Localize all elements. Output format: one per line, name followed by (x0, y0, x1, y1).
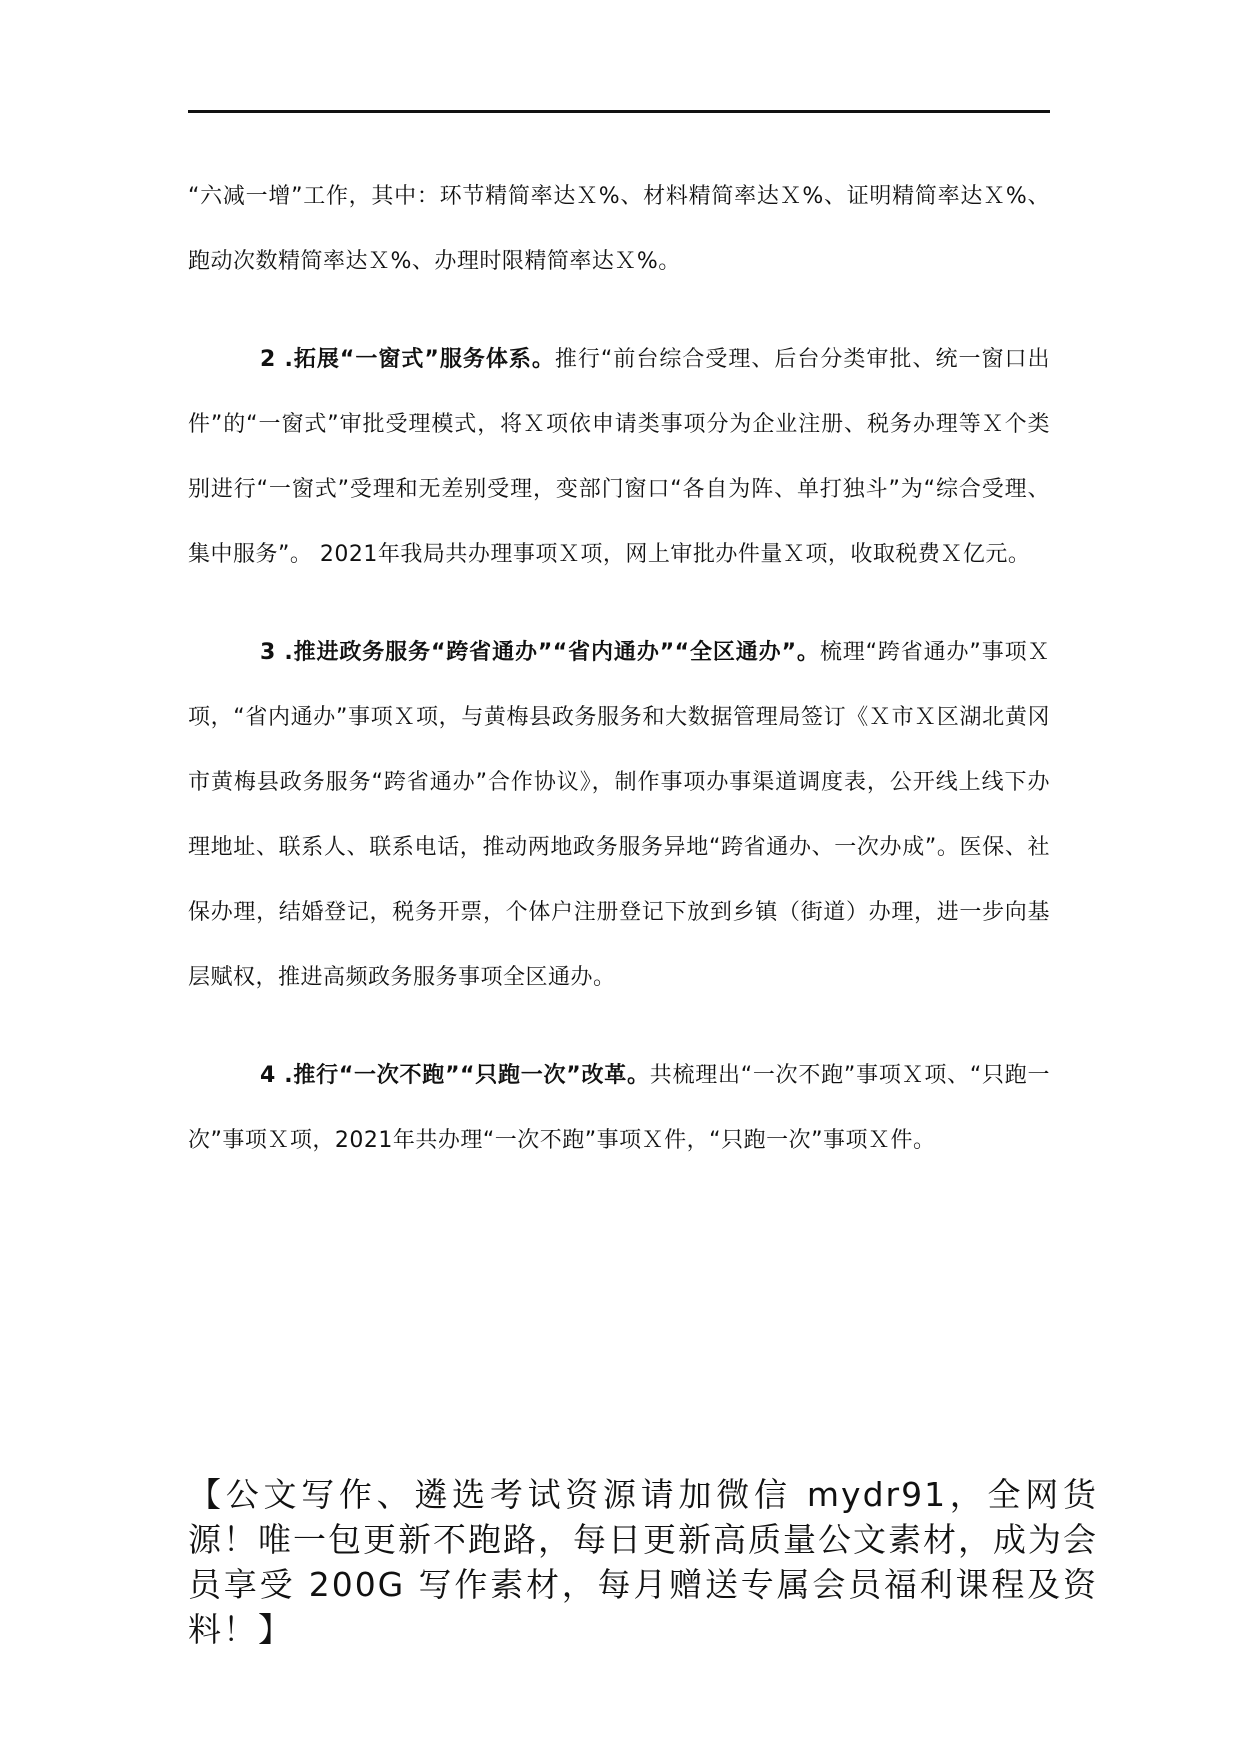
item-number: 3 . (260, 640, 294, 665)
item-number: 4 . (260, 1063, 294, 1088)
item-heading: 拓展“一窗式”服务体系。 (293, 347, 555, 372)
item-heading: 推行“一次不跑”“只跑一次”改革。 (293, 1063, 650, 1088)
paragraph-body: “六减一增”工作，其中：环节精简率达Ｘ%、材料精简率达Ｘ%、证明精简率达Ｘ%、跑动次数精简率达Ｘ%、办理时限精简率达Ｘ%。 (188, 184, 1050, 274)
item-heading: 推进政务服务“跨省通办”“省内通办”“全区通办”。 (293, 640, 820, 665)
paragraph-item-3 (188, 620, 1050, 1010)
paragraph-body: 推行“前台综合受理、后台分类审批、统一窗口出件”的“一窗式”审批受理模式，将Ｘ项依申请类事项分为企业注册、税务办理等Ｘ个类别进行“一窗式”受理和无差别受理，变部门窗口“各自为阵、单打独斗”为“综合受理、集中服务”。 2021年我局共办理事项Ｘ项，网上审批办件量Ｘ项，收取税费Ｘ亿元。 (188, 347, 1050, 567)
item-number: 2 . (260, 347, 294, 372)
header-rule (188, 110, 1050, 113)
document-body (188, 164, 1050, 1173)
promo-notice: 【公文写作、遴选考试资源请加微信 mydr91，全网货源！唯一包更新不跑路，每日更新高质量公文素材，成为会员享受 200G 写作素材，每月赠送专属会员福利课程及资料！】 (188, 1475, 1098, 1649)
paragraph-continuation (188, 164, 1050, 294)
paragraph-body: 共梳理出“一次不跑”事项Ｘ项、“只跑一次”事项Ｘ项，2021年共办理“一次不跑”事项Ｘ件，“只跑一次”事项Ｘ件。 (188, 1063, 1050, 1153)
paragraph-item-2 (188, 327, 1050, 587)
paragraph-body: 梳理“跨省通办”事项Ｘ项，“省内通办”事项Ｘ项，与黄梅县政务服务和大数据管理局签订《Ｘ市Ｘ区湖北黄冈市黄梅县政务服务“跨省通办”合作协议》，制作事项办事渠道调度表，公开线上线下办理地址、联系人、联系电话，推动两地政务服务异地“跨省通办、一次办成”。医保、社保办理，结婚登记，税务开票，个体户注册登记下放到乡镇（街道）办理，进一步向基层赋权，推进高频政务服务事项全区通办。 (188, 640, 1050, 990)
paragraph-item-4 (188, 1043, 1050, 1173)
